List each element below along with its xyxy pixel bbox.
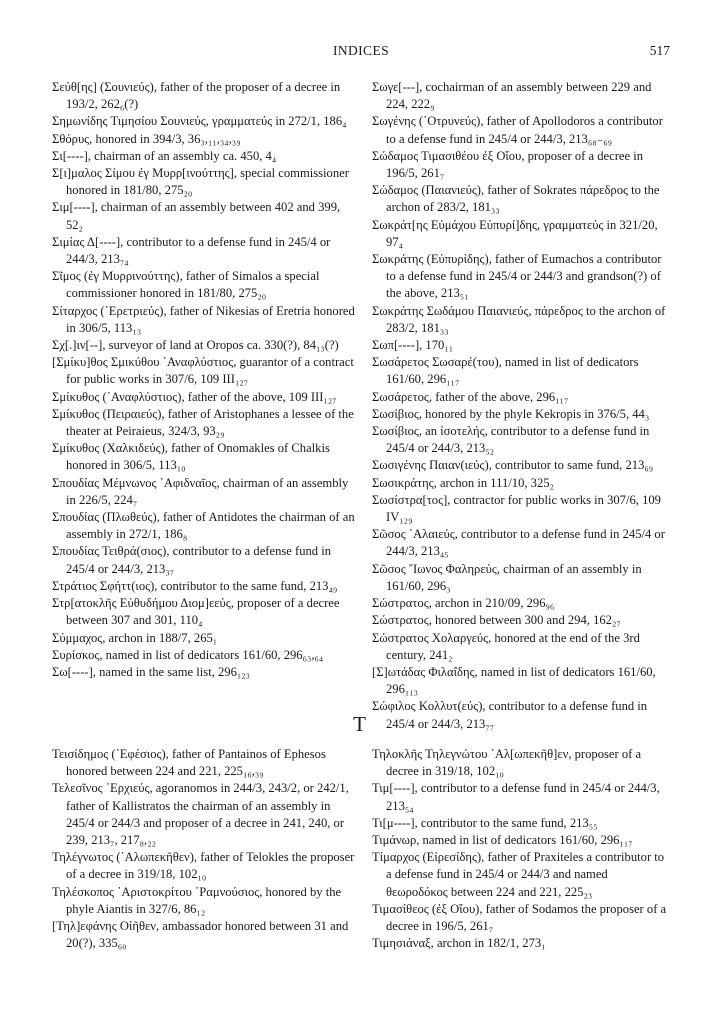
index-entry: Σεύθ[ης] (Σουνιεύς), father of the proposer of a decree in 193/2, 262₆(?) <box>52 80 341 112</box>
index-entry: Σωπ[----], 170₁₁ <box>372 338 454 353</box>
index-entry: Σωγένης (᾿Οτρυνεύς), father of Apollodoros a contributor to a defense fund in 245/4 or 244/3, 213₆₈₋₆₉ <box>372 114 663 146</box>
index-entry: Σωσιγένης Παιαν(ιεύς), contributor to same fund, 213₆₉ <box>372 458 654 473</box>
index-entry: Σπουδίας Τειθρά(σιος), contributor to a defense fund in 245/4 or 244/3, 213₃₇ <box>52 544 332 576</box>
page-number: 517 <box>649 43 670 58</box>
index-entry: Τηλοκλῆς Τηλεγνώτου ᾿Αλ[ωπεκῆθ]εν, proposer of a decree in 319/18, 102₁₀ <box>372 747 642 779</box>
index-entry: Σχ[.]ιν[--], surveyor of land at Oropos ca. 330(?), 84₁₃(?) <box>52 338 339 353</box>
index-entry: Τιμησιάναξ, archon in 182/1, 273₁ <box>372 936 546 951</box>
index-entry: Σπουδίας Μέμνωνος ᾿Αφιδναῖος, chairman of an assembly in 226/5, 224₇ <box>52 475 349 507</box>
index-entry: Τιμασίθεος (ἐξ Οἴου), father of Sodamos the proposer of a decree in 196/5, 261₇ <box>372 901 667 934</box>
index-entry: Σημωνίδης Τιμησίου Σουνιεύς, γραμματεύς in 272/1, 186₄ <box>52 114 347 129</box>
index-entry: Σωσικράτης, archon in 111/10, 325₂ <box>372 475 554 490</box>
index-entry: Στράτιος Σφήττ(ιος), contributor to the same fund, 213₄₉ <box>52 578 338 593</box>
index-entry: Τι[μ----], contributor to the same fund, 213₅₅ <box>372 815 598 830</box>
index-entry: Σωκράτης Σωδάμου Παιανιεύς, πάρεδρος to the archon of 283/2, 181₃₃ <box>372 303 666 335</box>
index-entry: Σωσάρετος, father of the above, 296₁₁₇ <box>372 389 569 404</box>
index-entry: Σίταρχος (᾿Ερετριεύς), father of Nikesias of Eretria honored in 306/5, 113₁₃ <box>52 303 355 335</box>
index-entry: Συρίσκος, named in list of dedicators 161/60, 296₆₃,₆₄ <box>52 647 324 662</box>
index-entry: [Σ]ωτάδας Φιλαΐδης, named in list of dedicators 161/60, 296₁₁₃ <box>372 664 656 697</box>
index-entry: Σωκράτης (Εὐπυρίδης), father of Eumachos a contributor to a defense fund in 245/4 or 244/3 and grandson(?) of the above, 213₅₁ <box>372 252 662 301</box>
index-column-right-top <box>372 79 672 733</box>
index-entry: Τιμ[----], contributor to a defense fund in 245/4 or 244/3, 213₅₄ <box>372 781 660 813</box>
index-column-left-top <box>52 79 358 681</box>
index-entry: Τεισίδημος (᾿Εφέσιος), father of Pantainos of Ephesos honored between 224 and 221, 225₁₆,₃₉ <box>52 747 326 779</box>
index-entry: Σωσίβιος, honored by the phyle Kekropis in 376/5, 44₃ <box>372 406 650 421</box>
index-entry: Σωσάρετος Σωσαρέ(του), named in list of dedicators 161/60, 296₁₁₇ <box>372 355 639 387</box>
index-entry: Σιμίας Δ[----], contributor to a defense fund in 245/4 or 244/3, 213₇₄ <box>52 234 331 267</box>
index-entry: Σπουδίας (Πλωθεύς), father of Antidotes the chairman of an assembly in 272/1, 186₈ <box>52 510 355 542</box>
index-entry: Σώδαμος Τιμασιθέου ἐξ Οἴου, proposer of a decree in 196/5, 261₇ <box>372 148 644 181</box>
index-entry: Σῶσος ῾Αλαιεύς, contributor to a defense fund in 245/4 or 244/3, 213₄₅ <box>372 527 665 559</box>
index-column-right-bottom <box>372 746 672 952</box>
index-entry: Σω[----], named in the same list, 296₁₂₃ <box>52 664 251 679</box>
index-entry: Σωκράτ[ης Εὐμάχου Εὐπυρί]δης, γραμματεύς in 321/20, 97₄ <box>372 217 658 249</box>
index-entry: Τελεσῖνος ᾿Ερχιεύς, agoranomos in 244/3, 243/2, or 242/1, father of Kallistratos the chairman of an assembly in 245/4 or 244/3 and proposer of a decree in 241, 240, or 239, 213₇, 217₈,₂₂ <box>52 781 349 848</box>
index-entry: Τηλέσκοπος ᾿Αριστοκρίτου ῾Ραμνούσιος, honored by the phyle Aiantis in 327/6, 86₁₂ <box>52 884 342 916</box>
index-entry: Σώστρατος, honored between 300 and 294, 162₂₇ <box>372 613 621 628</box>
index-entry: Σύμμαχος, archon in 188/7, 265₁ <box>52 630 218 645</box>
index-entry: Σώστρατος Χολαργεύς, honored at the end of the 3rd century, 241₂ <box>372 630 640 662</box>
index-entry: Σι[----], chairman of an assembly ca. 450, 4₄ <box>52 148 277 163</box>
index-entry: Σιμ[----], chairman of an assembly between 402 and 399, 52₂ <box>52 200 341 232</box>
index-entry: Σώφιλος Κολλυτ(εύς), contributor to a defense fund in 245/4 or 244/3, 213₇₇ <box>372 699 648 731</box>
running-title: INDICES <box>332 43 390 58</box>
index-entry: Σ[ι]μαλος Σίμου ἐγ Μυρρ[ινούττης], special commissioner honored in 181/80, 275₂₀ <box>52 166 349 198</box>
section-letter: T <box>353 712 366 736</box>
index-entry: Τιμάνωρ, named in list of dedicators 161/60, 296₁₁₇ <box>372 833 633 848</box>
index-entry: Σμίκυθος (᾿Αναφλύστιος), father of the above, 109 III₁₂₇ <box>52 389 337 404</box>
index-entry: Τίμαρχος (Εἰρεσίδης), father of Praxiteles a contributor to a defense fund in 245/4 or 244/3 and named θεωροδόκος between 224 and 221, 225₂₃ <box>372 850 665 899</box>
index-entry: Σωγε[---], cochairman of an assembly between 229 and 224, 222₉ <box>372 80 652 112</box>
index-entry: Σωσίβιος, an ἰσοτελής, contributor to a defense fund in 245/4 or 244/3, 213₅₂ <box>372 424 650 456</box>
index-column-left-bottom <box>52 746 358 952</box>
index-entry: Σῶσος ῎Ιωνος Φαληρεύς, chairman of an assembly in 161/60, 296₃ <box>372 561 642 593</box>
index-entry: Σμίκυθος (Πειραιεύς), father of Aristophanes a lessee of the theater at Peiraieus, 324/3, 93₂₉ <box>52 406 354 439</box>
index-entry: Σμίκυθος (Χαλκιδεύς), father of Onomakles of Chalkis honored in 306/5, 113₁₀ <box>52 441 330 473</box>
index-entry: [Σμίκυ]θος Σμικύθου ᾿Αναφλύστιος, guarantor of a contract for public works in 307/6, 109 III₁₂₇ <box>52 355 354 387</box>
index-entry: [Τηλ]εφάνης Οἰῆθεν, ambassador honored between 31 and 20(?), 335₆₀ <box>52 919 349 951</box>
index-entry: Σώδαμος (Παιανιεύς), father of Sokrates πάρεδρος to the archon of 283/2, 181₃₃ <box>372 183 660 215</box>
index-entry: Σῖμος (ἐγ Μυρρινούττης), father of Simalos a special commissioner honored in 181/80, 275₂₀ <box>52 269 320 301</box>
index-entry: Σωσίστρα[τος], contractor for public works in 307/6, 109 IV₁₂₉ <box>372 492 661 525</box>
index-entry: Τηλέγνωτος (᾿Αλωπεκῆθεν), father of Telokles the proposer of a decree in 319/18, 102₁₀ <box>52 850 355 882</box>
index-entry: Σθόρυς, honored in 394/3, 36₃,₁₁,₃₄,₃₉ <box>52 131 241 146</box>
index-entry: Σώστρατος, archon in 210/09, 296₉₆ <box>372 596 555 611</box>
index-entry: Στρ[ατοκλῆς Εὐθυδήμου Διομ]εεύς, proposer of a decree between 307 and 301, 110₄ <box>52 596 340 628</box>
running-header <box>52 43 670 63</box>
